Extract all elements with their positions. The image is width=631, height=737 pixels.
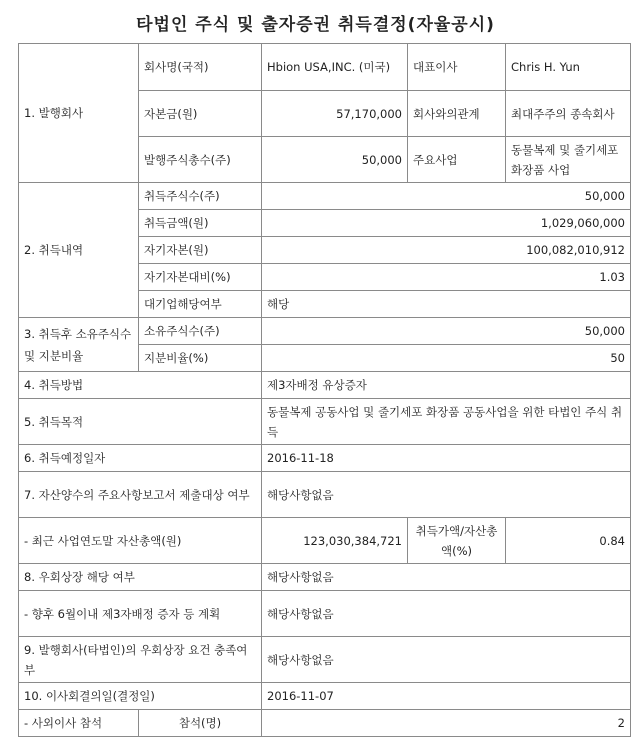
s9-value: 해당사항없음 <box>262 637 631 683</box>
ceo-label: 대표이사 <box>408 44 506 91</box>
equity-ratio-label: 자기자본대비(%) <box>139 264 262 291</box>
shares-value: 50,000 <box>262 137 408 183</box>
equity-label: 자기자본(원) <box>139 237 262 264</box>
s7-value: 해당사항없음 <box>262 472 631 518</box>
s10-label: 10. 이사회결의일(결정일) <box>19 683 262 710</box>
company-name-label: 회사명(국적) <box>139 44 262 91</box>
relation-label: 회사와의관계 <box>408 91 506 137</box>
large-corp-label: 대기업해당여부 <box>139 291 262 318</box>
acq-shares-value: 50,000 <box>262 183 631 210</box>
ceo-value: Chris H. Yun <box>506 44 631 91</box>
s8-sub-value: 해당사항없음 <box>262 591 631 637</box>
s5-label: 5. 취득목적 <box>19 399 262 445</box>
owned-shares-label: 소유주식수(주) <box>139 318 262 345</box>
s5-value: 동물복제 공동사업 및 줄기세포 화장품 공동사업을 위한 타법인 주식 취득 <box>262 399 631 445</box>
s8-value: 해당사항없음 <box>262 564 631 591</box>
s1-label: 1. 발행회사 <box>19 44 139 183</box>
s4-value: 제3자배정 유상증자 <box>262 372 631 399</box>
capital-value: 57,170,000 <box>262 91 408 137</box>
stake-ratio-value: 50 <box>262 345 631 372</box>
company-name-value: Hbion USA,INC. (미국) <box>262 44 408 91</box>
shares-label: 발행주식총수(주) <box>139 137 262 183</box>
acq-shares-label: 취득주식수(주) <box>139 183 262 210</box>
equity-ratio-value: 1.03 <box>262 264 631 291</box>
s6-value: 2016-11-18 <box>262 445 631 472</box>
s10-value: 2016-11-07 <box>262 683 631 710</box>
business-value: 동물복제 및 줄기세포 화장품 사업 <box>506 137 631 183</box>
acq-amount-value: 1,029,060,000 <box>262 210 631 237</box>
stake-ratio-label: 지분비율(%) <box>139 345 262 372</box>
s10-sub-label: - 사외이사 참석 <box>19 710 139 737</box>
s8-label: 8. 우회상장 해당 여부 <box>19 564 262 591</box>
s7-sub-label: - 최근 사업연도말 자산총액(원) <box>19 518 262 564</box>
s10-sub2-label: 참석(명) <box>139 710 262 737</box>
s4-label: 4. 취득방법 <box>19 372 262 399</box>
large-corp-value: 해당 <box>262 291 631 318</box>
s3-label: 3. 취득후 소유주식수 및 지분비율 <box>19 318 139 372</box>
business-label: 주요사업 <box>408 137 506 183</box>
s2-label: 2. 취득내역 <box>19 183 139 318</box>
relation-value: 최대주주의 종속회사 <box>506 91 631 137</box>
s10-sub2-value: 2 <box>262 710 631 737</box>
s7-sub-value: 123,030,384,721 <box>262 518 408 564</box>
s7-label: 7. 자산양수의 주요사항보고서 제출대상 여부 <box>19 472 262 518</box>
disclosure-table <box>18 43 631 737</box>
s7-ratio-label: 취득가액/자산총액(%) <box>408 518 506 564</box>
equity-value: 100,082,010,912 <box>262 237 631 264</box>
s8-sub-label: - 향후 6월이내 제3자배정 증자 등 계획 <box>19 591 262 637</box>
s9-label: 9. 발행회사(타법인)의 우회상장 요건 충족여부 <box>19 637 262 683</box>
s6-label: 6. 취득예정일자 <box>19 445 262 472</box>
acq-amount-label: 취득금액(원) <box>139 210 262 237</box>
owned-shares-value: 50,000 <box>262 318 631 345</box>
s7-ratio-value: 0.84 <box>506 518 631 564</box>
capital-label: 자본금(원) <box>139 91 262 137</box>
page-title: 타법인 주식 및 출자증권 취득결정(자율공시) <box>136 15 495 35</box>
